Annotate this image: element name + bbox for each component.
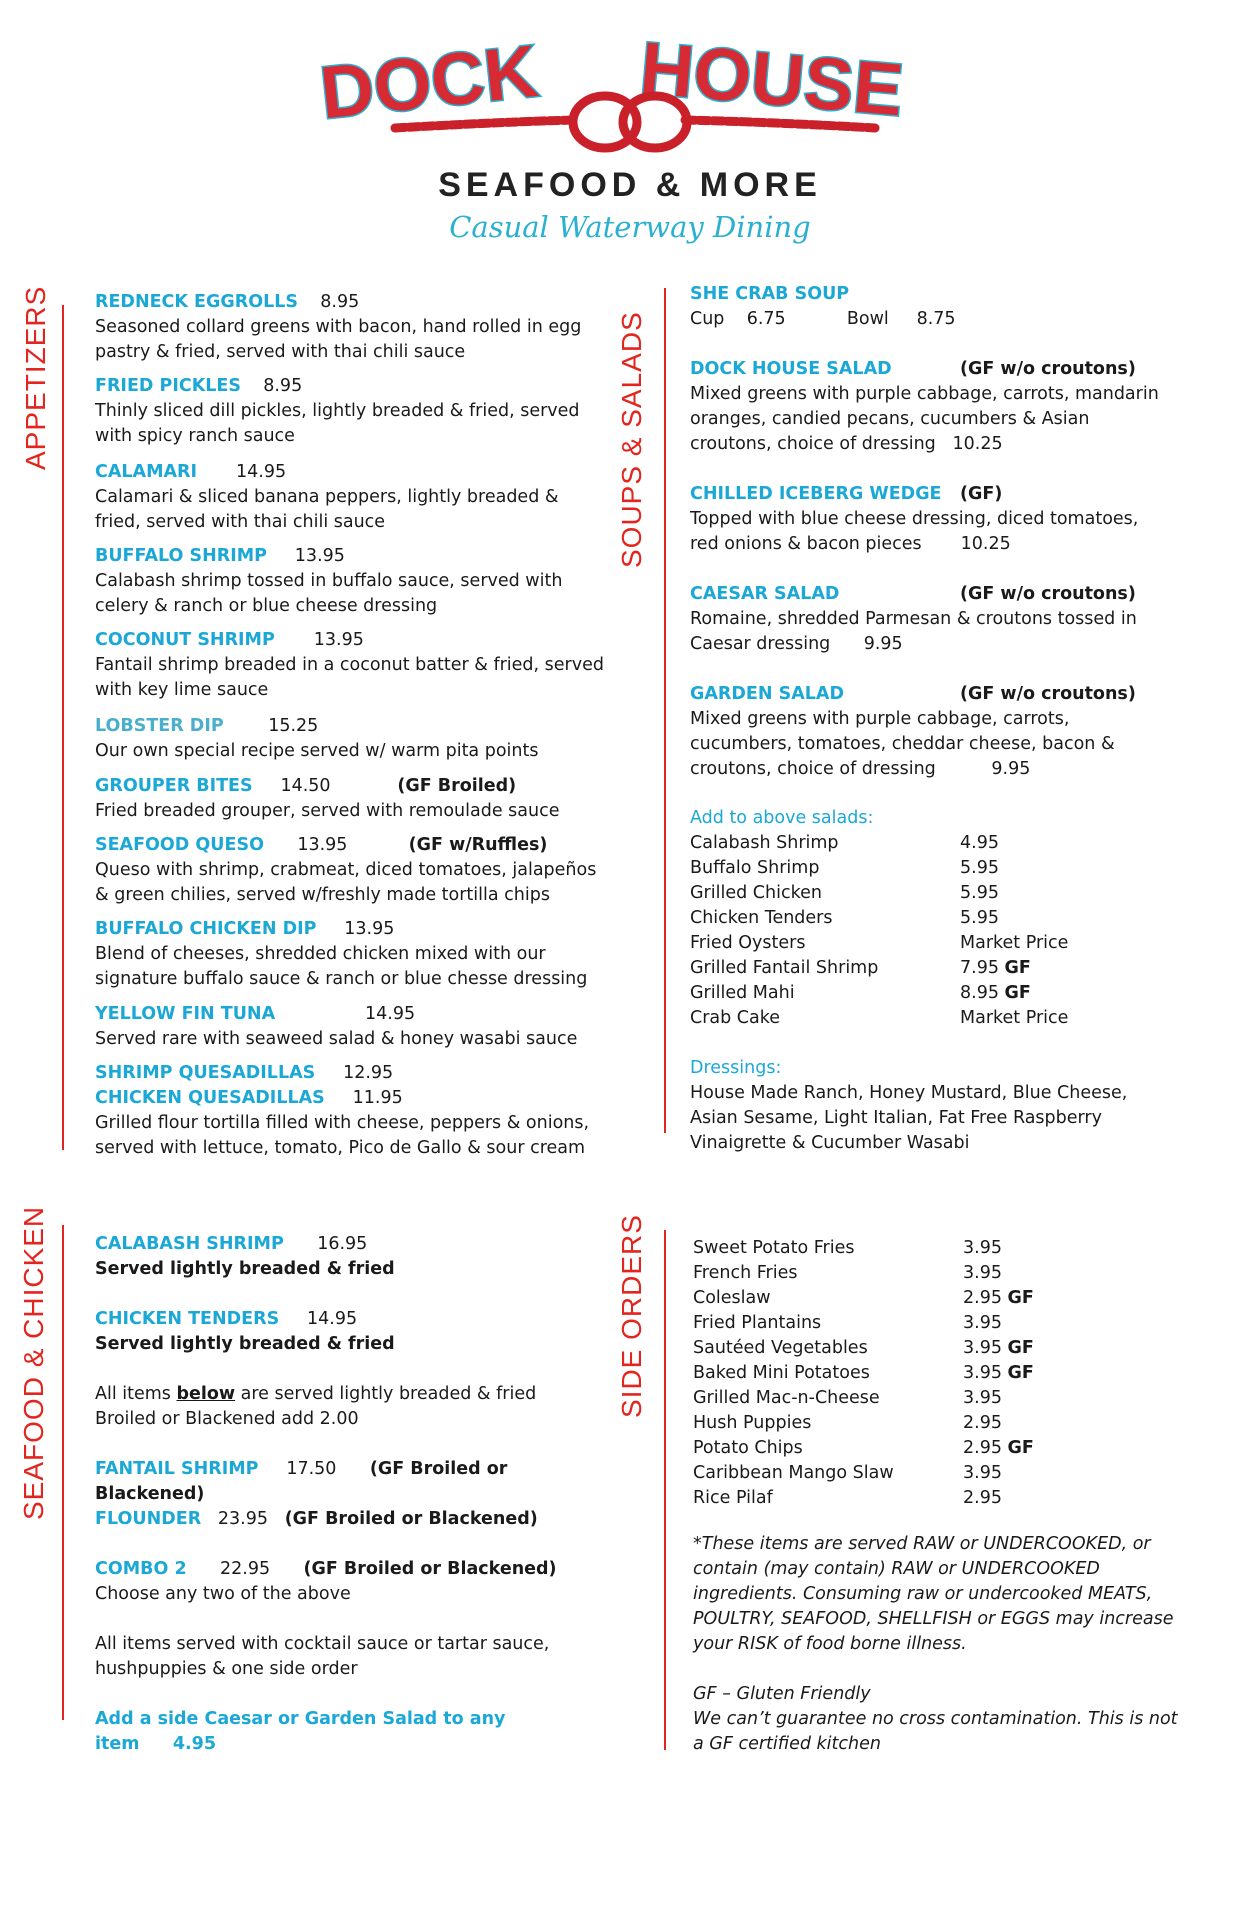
item-price: 13.95	[297, 835, 348, 855]
note-text: Broiled or Blackened add 2.00	[95, 1409, 359, 1429]
item-price: 8.95	[263, 376, 303, 396]
item-price: 5.95	[960, 883, 999, 903]
item-price: 14.50	[280, 776, 331, 796]
item-price: 2.95	[963, 1288, 1002, 1308]
cup-price: 6.75	[746, 309, 786, 329]
gf-note: (GF Broiled or Blackened)	[303, 1559, 557, 1579]
item-name: CAESAR SALAD	[690, 584, 840, 604]
list-item	[690, 831, 999, 856]
item-name: REDNECK EGGROLLS	[95, 292, 298, 312]
gf-note: (GF Broiled or Blackened)	[284, 1509, 538, 1529]
item-price-wrap	[963, 1386, 1002, 1411]
item-price: 5.95	[960, 908, 999, 928]
menu-item	[95, 1507, 615, 1532]
item-price: 2.95	[963, 1488, 1002, 1508]
item-price-wrap	[960, 931, 1068, 956]
item-price: 3.95	[963, 1263, 1002, 1283]
menu-item	[95, 1086, 605, 1161]
item-price-wrap	[963, 1486, 1002, 1511]
item-name: GARDEN SALAD	[690, 684, 844, 704]
item-price: 3.95	[963, 1363, 1002, 1383]
logo-tagline: SEAFOOD & MORE	[438, 166, 822, 204]
menu-item	[95, 460, 605, 535]
gf-disclaimer: We can’t guarantee no cross contamination. This is not a GF certified kitchen	[693, 1709, 1178, 1754]
menu-item	[95, 1061, 605, 1086]
item-name: CALABASH SHRIMP	[95, 1234, 284, 1254]
dressings-heading: Dressings:	[690, 1058, 782, 1078]
item-name: DOCK HOUSE SALAD	[690, 359, 892, 379]
item-price: 10.25	[960, 534, 1011, 554]
item-price: 3.95	[963, 1338, 1002, 1358]
item-price: Market Price	[960, 933, 1069, 953]
item-price-wrap	[963, 1336, 1034, 1361]
item-name: Sautéed Vegetables	[693, 1338, 868, 1358]
add-side-salad	[95, 1707, 615, 1757]
menu-item	[690, 482, 1160, 557]
item-description: Mixed greens with purple cabbage, carrots, cucumbers, tomatoes, cheddar cheese, bacon & croutons, choice of dressing	[690, 709, 1115, 779]
item-name: BUFFALO SHRIMP	[95, 546, 267, 566]
list-item	[690, 1006, 1069, 1031]
section-label-side-orders: SIDE ORDERS	[616, 1214, 647, 1418]
gf-badge: GF	[1007, 1363, 1034, 1383]
item-description: Grilled flour tortilla filled with cheese, peppers & onions, served with lettuce, tomato, Pico de Gallo & sour cream	[95, 1113, 590, 1158]
item-price: 5.95	[960, 858, 999, 878]
section-divider	[664, 1230, 666, 1750]
item-name: Grilled Mahi	[690, 983, 795, 1003]
item-description: Choose any two of the above	[95, 1584, 351, 1604]
item-price: 3.95	[963, 1388, 1002, 1408]
list-item	[690, 906, 999, 931]
list-item	[690, 881, 999, 906]
item-description: Queso with shrimp, crabmeat, diced tomatoes, jalapeños & green chilies, served w/freshly made tortilla chips	[95, 860, 597, 905]
item-name: Coleslaw	[693, 1288, 771, 1308]
menu-item	[95, 774, 605, 824]
note-emphasis: below	[176, 1384, 236, 1404]
menu-item	[95, 833, 605, 908]
item-name: French Fries	[693, 1263, 798, 1283]
list-item	[693, 1411, 1002, 1436]
item-price: 8.95	[960, 983, 999, 1003]
list-item	[693, 1461, 1002, 1486]
item-price: 8.95	[320, 292, 360, 312]
item-name: FLOUNDER	[95, 1509, 202, 1529]
section-divider	[664, 288, 666, 1133]
item-price: 14.95	[307, 1309, 358, 1329]
item-price: 13.95	[294, 546, 345, 566]
menu-item	[690, 582, 1160, 657]
item-price-wrap	[960, 856, 999, 881]
logo-script-tagline: Casual Waterway Dining	[449, 210, 811, 244]
item-name: Crab Cake	[690, 1008, 781, 1028]
item-price-wrap	[963, 1311, 1002, 1336]
menu-item	[95, 1002, 605, 1052]
item-name: CALAMARI	[95, 462, 198, 482]
item-price-wrap	[960, 881, 999, 906]
logo-word-house: HOUSE	[636, 25, 907, 132]
item-name: BUFFALO CHICKEN DIP	[95, 919, 317, 939]
item-description: Topped with blue cheese dressing, diced tomatoes, red onions & bacon pieces	[690, 509, 1139, 554]
item-name: Buffalo Shrimp	[690, 858, 820, 878]
item-name: Chicken Tenders	[690, 908, 833, 928]
item-name: CHICKEN QUESADILLAS	[95, 1088, 325, 1108]
item-price-wrap	[960, 981, 1031, 1006]
item-description: Blend of cheeses, shredded chicken mixed with our signature buffalo sauce & ranch or blue chesse dressing	[95, 944, 588, 989]
item-name: FRIED PICKLES	[95, 376, 241, 396]
item-name: CHILLED ICEBERG WEDGE	[690, 484, 942, 504]
item-name: FANTAIL SHRIMP	[95, 1459, 259, 1479]
item-price: 23.95	[217, 1509, 268, 1529]
item-price: Market Price	[960, 1008, 1069, 1028]
menu-item	[95, 714, 605, 764]
add-side-price: 4.95	[172, 1734, 217, 1754]
menu-item	[95, 1307, 615, 1357]
item-name: CHICKEN TENDERS	[95, 1309, 280, 1329]
item-price: 7.95	[960, 958, 999, 978]
item-name: Rice Pilaf	[693, 1488, 773, 1508]
item-description: Fantail shrimp breaded in a coconut batter & fried, served with key lime sauce	[95, 655, 604, 700]
item-price-wrap	[963, 1236, 1002, 1261]
gf-badge: GF	[1007, 1338, 1034, 1358]
section-label-appetizers: APPETIZERS	[20, 285, 51, 470]
gf-note: (GF Broiled)	[397, 776, 517, 796]
item-description: Romaine, shredded Parmesan & croutons tossed in Caesar dressing	[690, 609, 1137, 654]
item-price-wrap	[963, 1361, 1034, 1386]
item-description: Mixed greens with purple cabbage, carrots, mandarin oranges, candied pecans, cucumbers & Asian croutons, choice of dressing	[690, 384, 1159, 454]
list-item	[693, 1486, 1002, 1511]
item-name: Calabash Shrimp	[690, 833, 839, 853]
logo-word-dock: DOCK	[316, 29, 542, 135]
list-item	[690, 931, 1069, 956]
add-to-salads-heading: Add to above salads:	[690, 808, 874, 828]
item-price: 3.95	[963, 1463, 1002, 1483]
item-description: Served lightly breaded & fried	[95, 1334, 395, 1354]
list-item	[693, 1311, 1002, 1336]
dressings-list: House Made Ranch, Honey Mustard, Blue Cheese, Asian Sesame, Light Italian, Fat Free Raspberry Vinaigrette & Cucumber Wasabi	[690, 1083, 1128, 1153]
item-name: SEAFOOD QUESO	[95, 835, 264, 855]
item-description: Fried breaded grouper, served with remoulade sauce	[95, 801, 560, 821]
item-name: Baked Mini Potatoes	[693, 1363, 870, 1383]
menu-item	[95, 374, 605, 449]
item-name: GROUPER BITES	[95, 776, 253, 796]
list-item	[690, 856, 999, 881]
section-divider	[62, 1225, 64, 1720]
item-name: YELLOW FIN TUNA	[95, 1004, 276, 1024]
menu-item	[95, 1557, 615, 1607]
item-price: 9.95	[863, 634, 903, 654]
logo-art	[300, 10, 960, 180]
cup-label: Cup	[690, 309, 725, 329]
list-item	[690, 981, 1031, 1006]
item-name: Grilled Chicken	[690, 883, 822, 903]
menu-item	[95, 544, 605, 619]
item-price: 10.25	[952, 434, 1003, 454]
bowl-price: 8.75	[916, 309, 956, 329]
menu-item	[95, 1457, 615, 1507]
item-description: Served rare with seaweed salad & honey wasabi sauce	[95, 1029, 578, 1049]
item-description: Calamari & sliced banana peppers, lightly breaded & fried, served with thai chili sauce	[95, 487, 559, 532]
item-price: 17.50	[286, 1459, 337, 1479]
gf-note: (GF)	[960, 484, 1003, 504]
gf-badge: GF	[1007, 1438, 1034, 1458]
item-price: 14.95	[235, 462, 287, 482]
section-divider	[62, 305, 64, 1150]
raw-food-disclaimer: *These items are served RAW or UNDERCOOKED, or contain (may contain) RAW or UNDERCOOKED ingredients. Consuming raw or undercooked MEATS, POULTRY, SEAFOOD, SHELLFISH or EGGS may increase your RISK of food borne illness.	[693, 1534, 1174, 1654]
item-price: 3.95	[963, 1313, 1002, 1333]
menu-item	[95, 628, 605, 703]
list-item	[693, 1361, 1034, 1386]
gf-note: (GF w/o croutons)	[960, 584, 1136, 604]
list-item	[693, 1236, 1002, 1261]
gf-note: (GF Broiled or Blackened)	[95, 1459, 508, 1504]
section-label-soups-salads: SOUPS & SALADS	[616, 311, 647, 568]
item-name: COCONUT SHRIMP	[95, 630, 275, 650]
item-price: 2.95	[963, 1413, 1002, 1433]
item-description: Thinly sliced dill pickles, lightly breaded & fried, served with spicy ranch sauce	[95, 401, 580, 446]
dock-house-logo	[300, 10, 960, 250]
item-price: 22.95	[220, 1559, 271, 1579]
item-price-wrap	[960, 956, 1031, 981]
item-name: Grilled Mac-n-Cheese	[693, 1388, 880, 1408]
list-item	[693, 1436, 1034, 1461]
item-price: 16.95	[317, 1234, 368, 1254]
item-description: Served lightly breaded & fried	[95, 1259, 395, 1279]
item-price-wrap	[963, 1436, 1034, 1461]
item-price: 12.95	[343, 1063, 394, 1083]
section-label-seafood-chicken: SEAFOOD & CHICKEN	[18, 1205, 49, 1520]
item-name: Grilled Fantail Shrimp	[690, 958, 879, 978]
item-description: Calabash shrimp tossed in buffalo sauce, served with celery & ranch or blue cheese dressing	[95, 571, 563, 616]
list-item	[690, 956, 1031, 981]
item-name: SHE CRAB SOUP	[690, 284, 850, 304]
item-name: COMBO 2	[95, 1559, 187, 1579]
list-item	[693, 1386, 1002, 1411]
menu-item	[95, 917, 605, 992]
gf-badge: GF	[1007, 1288, 1034, 1308]
note-text: All items	[95, 1384, 177, 1404]
item-price: 13.95	[313, 630, 364, 650]
item-price-wrap	[963, 1286, 1034, 1311]
preparation-note	[95, 1382, 615, 1432]
item-name: Hush Puppies	[693, 1413, 812, 1433]
item-price: 3.95	[963, 1238, 1002, 1258]
menu-item	[690, 682, 1160, 782]
item-price-wrap	[963, 1261, 1002, 1286]
gf-badge: GF	[1004, 983, 1031, 1003]
gf-note: (GF w/o croutons)	[960, 684, 1136, 704]
item-name: SHRIMP QUESADILLAS	[95, 1063, 316, 1083]
menu-item-she-crab	[690, 282, 1170, 332]
item-price: 15.25	[268, 716, 319, 736]
item-price-wrap	[960, 1006, 1068, 1031]
item-price-wrap	[960, 906, 999, 931]
item-price: 2.95	[963, 1438, 1002, 1458]
item-price-wrap	[963, 1461, 1002, 1486]
list-item	[693, 1336, 1034, 1361]
gf-note: (GF w/Ruffles)	[408, 835, 548, 855]
item-price: 13.95	[344, 919, 395, 939]
item-description: Our own special recipe served w/ warm pita points	[95, 741, 539, 761]
item-name: Potato Chips	[693, 1438, 803, 1458]
item-description: Seasoned collard greens with bacon, hand rolled in egg pastry & fried, served with thai chili sauce	[95, 317, 582, 362]
menu-item	[95, 1232, 615, 1282]
item-price: 9.95	[991, 759, 1031, 779]
item-name: Sweet Potato Fries	[693, 1238, 855, 1258]
item-price-wrap	[963, 1411, 1002, 1436]
note-text: are served lightly breaded & fried	[235, 1384, 537, 1404]
list-item	[693, 1286, 1034, 1311]
item-price: 11.95	[352, 1088, 403, 1108]
list-item	[693, 1261, 1002, 1286]
gf-legend: GF – Gluten Friendly	[693, 1684, 871, 1704]
item-price: 4.95	[960, 833, 999, 853]
item-name: Fried Plantains	[693, 1313, 822, 1333]
served-with-note: All items served with cocktail sauce or tartar sauce, hushpuppies & one side order	[95, 1634, 550, 1679]
gf-note: (GF w/o croutons)	[960, 359, 1136, 379]
bowl-label: Bowl	[846, 309, 889, 329]
item-name: LOBSTER DIP	[95, 716, 224, 736]
menu-item	[95, 290, 605, 365]
item-price: 14.95	[365, 1004, 416, 1024]
gf-badge: GF	[1004, 958, 1031, 978]
add-side-text: Add a side Caesar or Garden Salad to any item	[95, 1709, 506, 1754]
item-name: Fried Oysters	[690, 933, 806, 953]
item-price-wrap	[960, 831, 999, 856]
item-name: Caribbean Mango Slaw	[693, 1463, 894, 1483]
menu-item	[690, 357, 1160, 457]
